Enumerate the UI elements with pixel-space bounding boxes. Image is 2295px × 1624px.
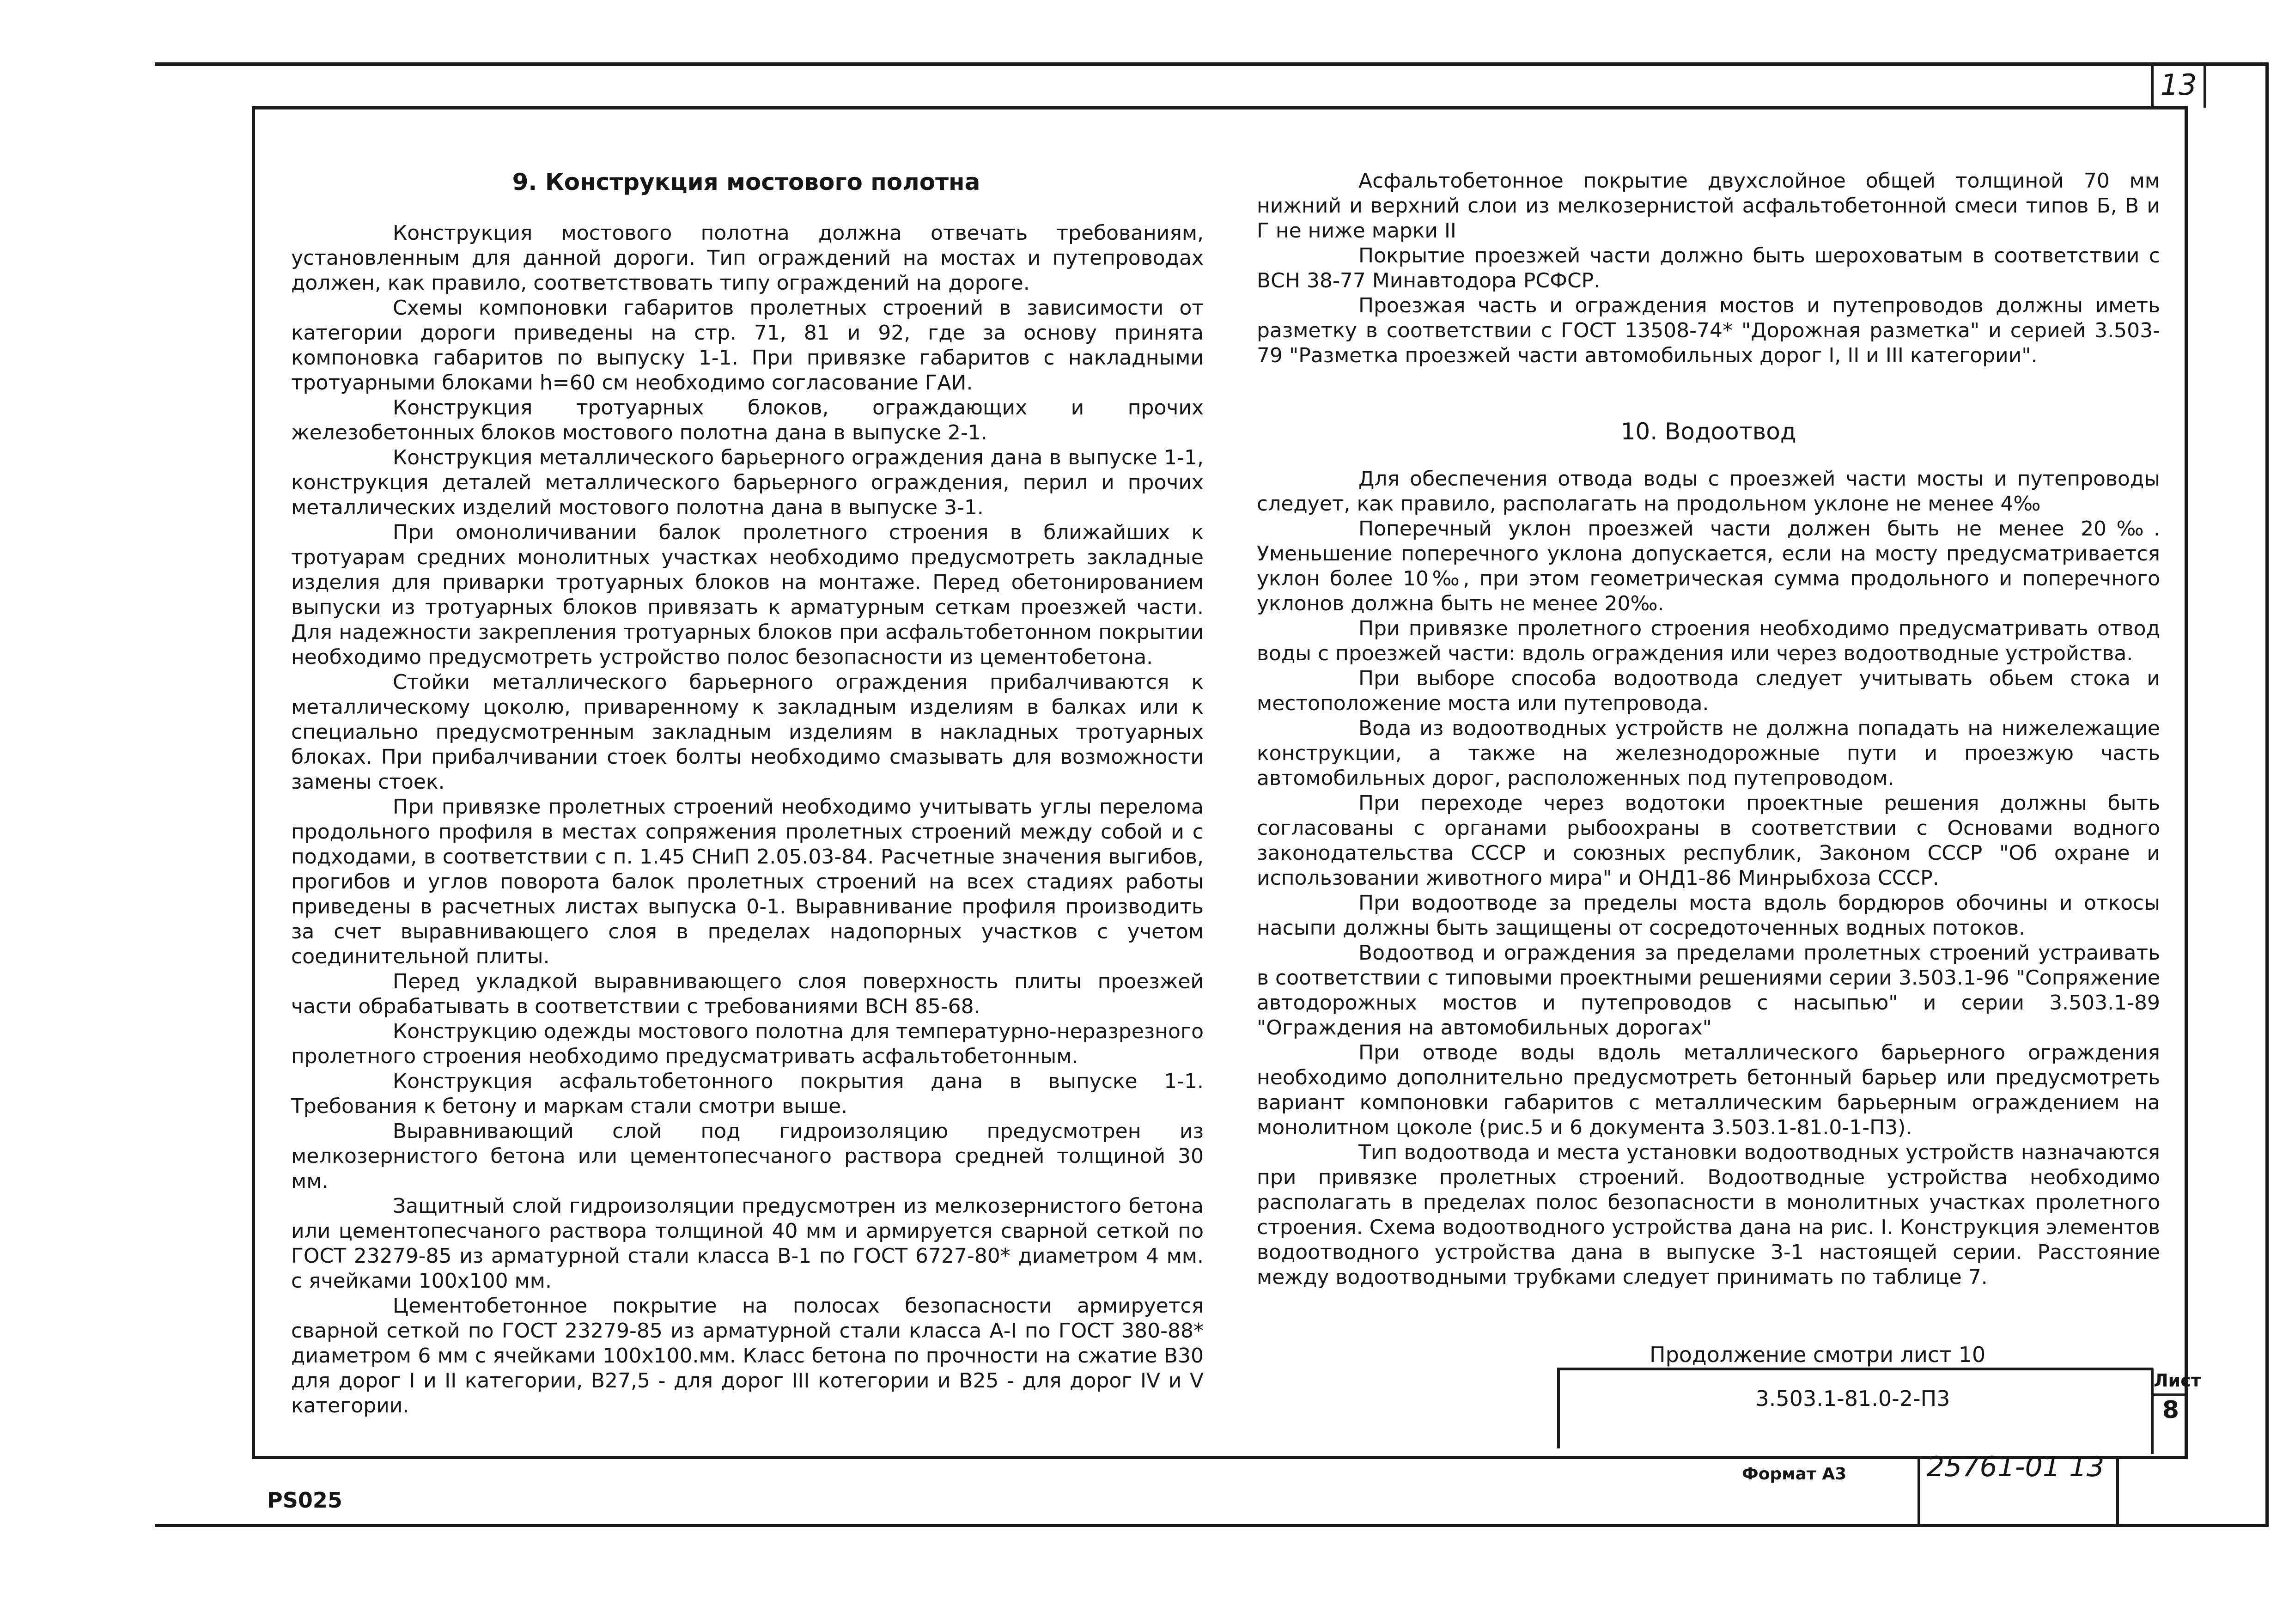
paragraph: Поперечный уклон проезжей части должен быть не менее 20‰. Уменьшение поперечного уклона допускается, если на мосту предусматривается уклон более 10‰, при этом геометрическая сумма продольного и поперечного уклонов должна быть не менее 20‰. [1257, 517, 2160, 615]
sheet-label: Лист [2154, 1370, 2188, 1396]
paragraph: Конструкция мостового полотна должна отвечать требованиям, установленным для данной дороги. Тип ограждений на мостах и путепроводах должен, как правило, соответствовать типу ограждений на дороге. [291, 221, 1204, 295]
section-10-title: 10. Водоотвод [1620, 418, 1796, 445]
left-column-text [291, 221, 1204, 1418]
paragraph: При привязке пролетных строений необходимо учитывать углы перелома продольного профиля в местах сопряжения пролетных строений между собой и с подходами, в соответствии с п. 1.45 СНиП 2.05.03-84. Расчетные значения выгибов, прогибов и углов поворота балок пролетных строений на всех стадиях работы приведены в расчетных листах выпуска 0-1. Выравнивание профиля производить за счет выравнивающего слоя в пределах надопорных участков с учетом соединительной плиты. [291, 795, 1204, 968]
right-column-top-text [1257, 169, 2160, 368]
sheet-number-tab [2151, 66, 2206, 108]
paragraph: Асфальтобетонное покрытие двухслойное общей толщиной 70 мм нижний и верхний слои из мелкозернистой асфальтобетонной смеси типов Б, В и Г не ниже марки II [1257, 169, 2160, 243]
right-column-bottom-text [1257, 467, 2160, 1290]
paragraph: Для обеспечения отвода воды с проезжей части мосты и путепроводы следует, как правило, располагать на продольном уклоне не менее 4‰ [1257, 467, 2160, 516]
paragraph: Стойки металлического барьерного ограждения прибалчиваются к металлическому цоколю, приваренному к закладным изделиям в балках или к специально предусмотренным закладным изделиям в накладных тротуарных блоках. При прибалчивании стоек болты необходимо смазывать для возможности замены стоек. [291, 670, 1204, 794]
paragraph: Выравнивающий слой под гидроизоляцию предусмотрен из мелкозернистого бетона или цементопесчаного раствора средней толщиной 30 мм. [291, 1119, 1204, 1193]
paragraph: При выборе способа водоотвода следует учитывать обьем стока и местоположение моста или путепровода. [1257, 667, 2160, 715]
paragraph: Цементобетонное покрытие на полосах безопасности армируется сварной сеткой по ГОСТ 23279-85 из арматурной стали класса А-I по ГОСТ 380-88* диаметром 6 мм с ячейками 100х100.мм. Класс бетона по прочности на сжатие В30 для дорог I и II категории, В27,5 - для дорог III котегории и В25 - для дорог IV и V категории. [291, 1294, 1204, 1417]
paragraph: При переходе через водотоки проектные решения должны быть согласованы с органами рыбоохраны в соответствии с Основами водного законодательства СССР и союзных республик, Законом СССР "Об охране и использовании животного мира" и ОНД1-86 Минрыбхоза СССР. [1257, 791, 2160, 890]
paragraph: Тип водоотвода и места установки водоотводных устройств назначаются при привязке пролетных строений. Водоотводные устройства необходимо располагать в пределах полос безопасности в монолитных участках пролетного строения. Схема водоотводного устройства дана на рис. I. Конструкция элементов водоотводного устройства дана в выпуске 3-1 настоящей серии. Расстояние между водоотводными трубками следует принимать по таблице 7. [1257, 1141, 2160, 1289]
paragraph: Конструкция металлического барьерного ограждения дана в выпуске 1-1, конструкция деталей металлического барьерного ограждения, перил и прочих металлических изделий мостового полотна дана в выпуске 3-1. [291, 446, 1204, 519]
sheet-number: 13 [2160, 68, 2197, 102]
paragraph: Защитный слой гидроизоляции предусмотрен из мелкозернистого бетона или цементопесчаного раствора толщиной 40 мм и армируется сварной сеткой по ГОСТ 23279-85 из арматурной стали класса В-1 по ГОСТ 6727-80* диаметром 4 мм. с ячейками 100х100 мм. [291, 1194, 1204, 1293]
sheet-cell [2151, 1369, 2201, 1454]
paragraph: Покрытие проезжей части должно быть шероховатым в соответствии с ВСН 38-77 Минавтодора РСФСР. [1257, 244, 2160, 292]
format-label: Формат А3 [1742, 1465, 1847, 1484]
section-9-title: 9. Конструкция мостового полотна [512, 169, 980, 195]
paragraph: Водоотвод и ограждения за пределами пролетных строений устраивать в соответствии с типовыми проектными решениями серии 3.503.1-96 "Сопряжение автодорожных мостов и путепроводов с насыпью" и серии 3.503.1-89 "Ограждения на автомобильных дорогах" [1257, 941, 2160, 1040]
paragraph: Схемы компоновки габаритов пролетных строений в зависимости от категории дороги приведены на стр. 71, 81 и 92, где за основу принята компоновка габаритов по выпуску 1-1. При привязке габаритов с накладными тротуарными блоками h=60 см необходимо согласование ГАИ. [291, 296, 1204, 395]
paragraph: При омоноличивании балок пролетного строения в ближайших к тротуарам средних монолитных участках необходимо предусмотреть закладные изделия для приварки тротуарных блоков на монтаже. Перед обетонированием выпуски из тротуарных блоков привязать к арматурным сеткам проезжей части. Для надежности закрепления тротуарных блоков при асфальтобетонном покрытии необходимо предусмотреть устройство полос безопасности из цементобетона. [291, 521, 1204, 669]
paragraph: Конструкцию одежды мостового полотна для температурно-неразрезного пролетного строения необходимо предусматривать асфальтобетонным. [291, 1020, 1204, 1068]
sheet-value: 8 [2162, 1396, 2179, 1424]
paragraph: При водоотводе за пределы моста вдоль бордюров обочины и откосы насыпи должны быть защищены от сосредоточенных водных потоков. [1257, 891, 2160, 940]
registration-number: 25761-01 13 [1927, 1451, 2105, 1483]
paragraph: Конструкция тротуарных блоков, ограждающих и прочих железобетонных блоков мостового полотна дана в выпуске 2-1. [291, 396, 1204, 444]
paragraph: Проезжая часть и ограждения мостов и путепроводов должны иметь разметку в соответствии с ГОСТ 13508-74* "Дорожная разметка" и серией 3.503-79 "Разметка проезжей части автомобильных дорог I, II и III категории". [1257, 294, 2160, 367]
paragraph: Перед укладкой выравнивающего слоя поверхность плиты проезжей части обрабатывать в соответствии с требованиями ВСН 85-68. [291, 970, 1204, 1018]
paragraph: Вода из водоотводных устройств не должна попадать на нижележащие конструкции, а также на железнодорожные пути и проезжую часть автомобильных дорог, расположенных под путепроводом. [1257, 717, 2160, 790]
registration-divider [2116, 1458, 2119, 1527]
paragraph: При привязке пролетного строения необходимо предусматривать отвод воды с проезжей части: вдоль ограждения или через водоотводные устройства. [1257, 617, 2160, 665]
document-code: 3.503.1-81.0-2-П3 [1755, 1386, 1950, 1411]
continuation-note: Продолжение смотри лист 10 [1650, 1342, 1986, 1367]
ps-code: PS025 [267, 1488, 342, 1513]
paragraph: Конструкция асфальтобетонного покрытия дана в выпуске 1-1. Требования к бетону и маркам стали смотри выше. [291, 1070, 1204, 1118]
paragraph: При отводе воды вдоль металлического барьерного ограждения необходимо дополнительно предусмотреть бетонный барьер или предусмотреть вариант компоновки габаритов с металлическим барьерным ограждением на монолитном цоколе (рис.5 и 6 документа 3.503.1-81.0-1-П3). [1257, 1041, 2160, 1139]
